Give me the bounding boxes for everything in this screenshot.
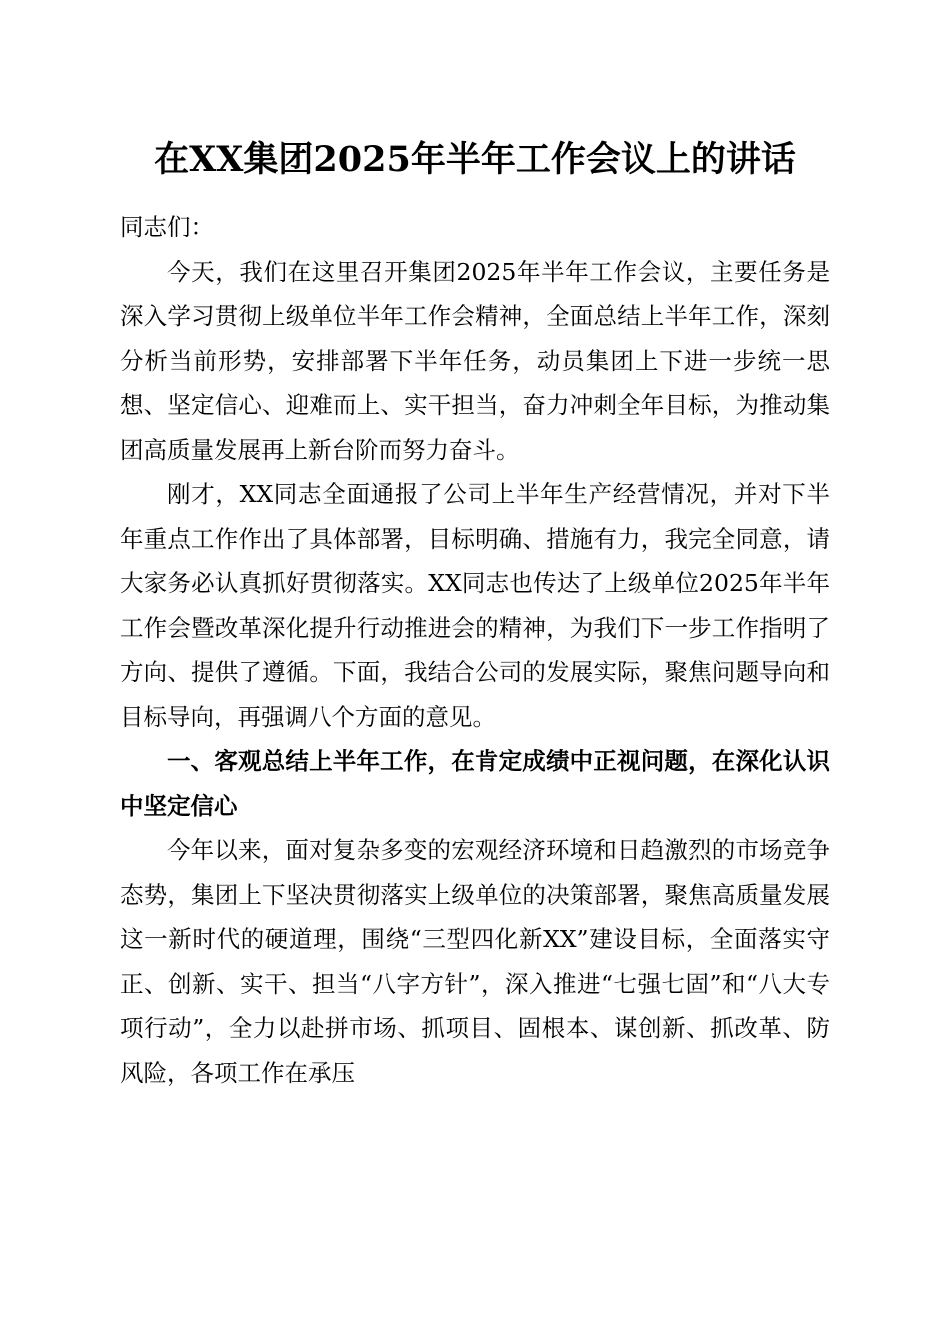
salutation: 同志们： (120, 213, 214, 241)
paragraph-report: 刚才，XX同志全面通报了公司上半年生产经营情况，并对下半年重点工作作出了具体部署，目标明确、措施有力，我完全同意，请大家务必认真抓好贯彻落实。XX同志也传达了上级单位2025年半年工作会暨改革深化提升行动推进会的精神，为我们下一步工作指明了方向、提供了遵循。下面，我结合公司的发展实际，聚焦问题导向和目标导向，再强调八个方面的意见。 (120, 480, 830, 731)
section-heading: 一、客观总结上半年工作，在肯定成绩中正视问题，在深化认识中坚定信心 (120, 747, 830, 820)
paragraph-intro: 今天，我们在这里召开集团2025年半年工作会议，主要任务是深入学习贯彻上级单位半年工作会精神，全面总结上半年工作，深刻分析当前形势，安排部署下半年任务，动员集团上下进一步统一思想、坚定信心、迎难而上、实干担当，奋力冲刺全年目标，为推动集团高质量发展再上新台阶而努力奋斗。 (120, 257, 830, 464)
section-paragraph: 今年以来，面对复杂多变的宏观经济环境和日趋激烈的市场竞争态势，集团上下坚决贯彻落实上级单位的决策部署，聚焦高质量发展这一新时代的硬道理，围绕“三型四化新XX”建设目标，全面落实守正、创新、实干、担当“八字方针”，深入推进“七强七固”和“八大专项行动”，全力以赴拼市场、抓项目、固根本、谋创新、抓改革、防风险，各项工作在承压 (120, 836, 830, 1087)
document-body (120, 205, 830, 1095)
document-title: 在XX集团2025年半年工作会议上的讲话 (154, 139, 796, 180)
